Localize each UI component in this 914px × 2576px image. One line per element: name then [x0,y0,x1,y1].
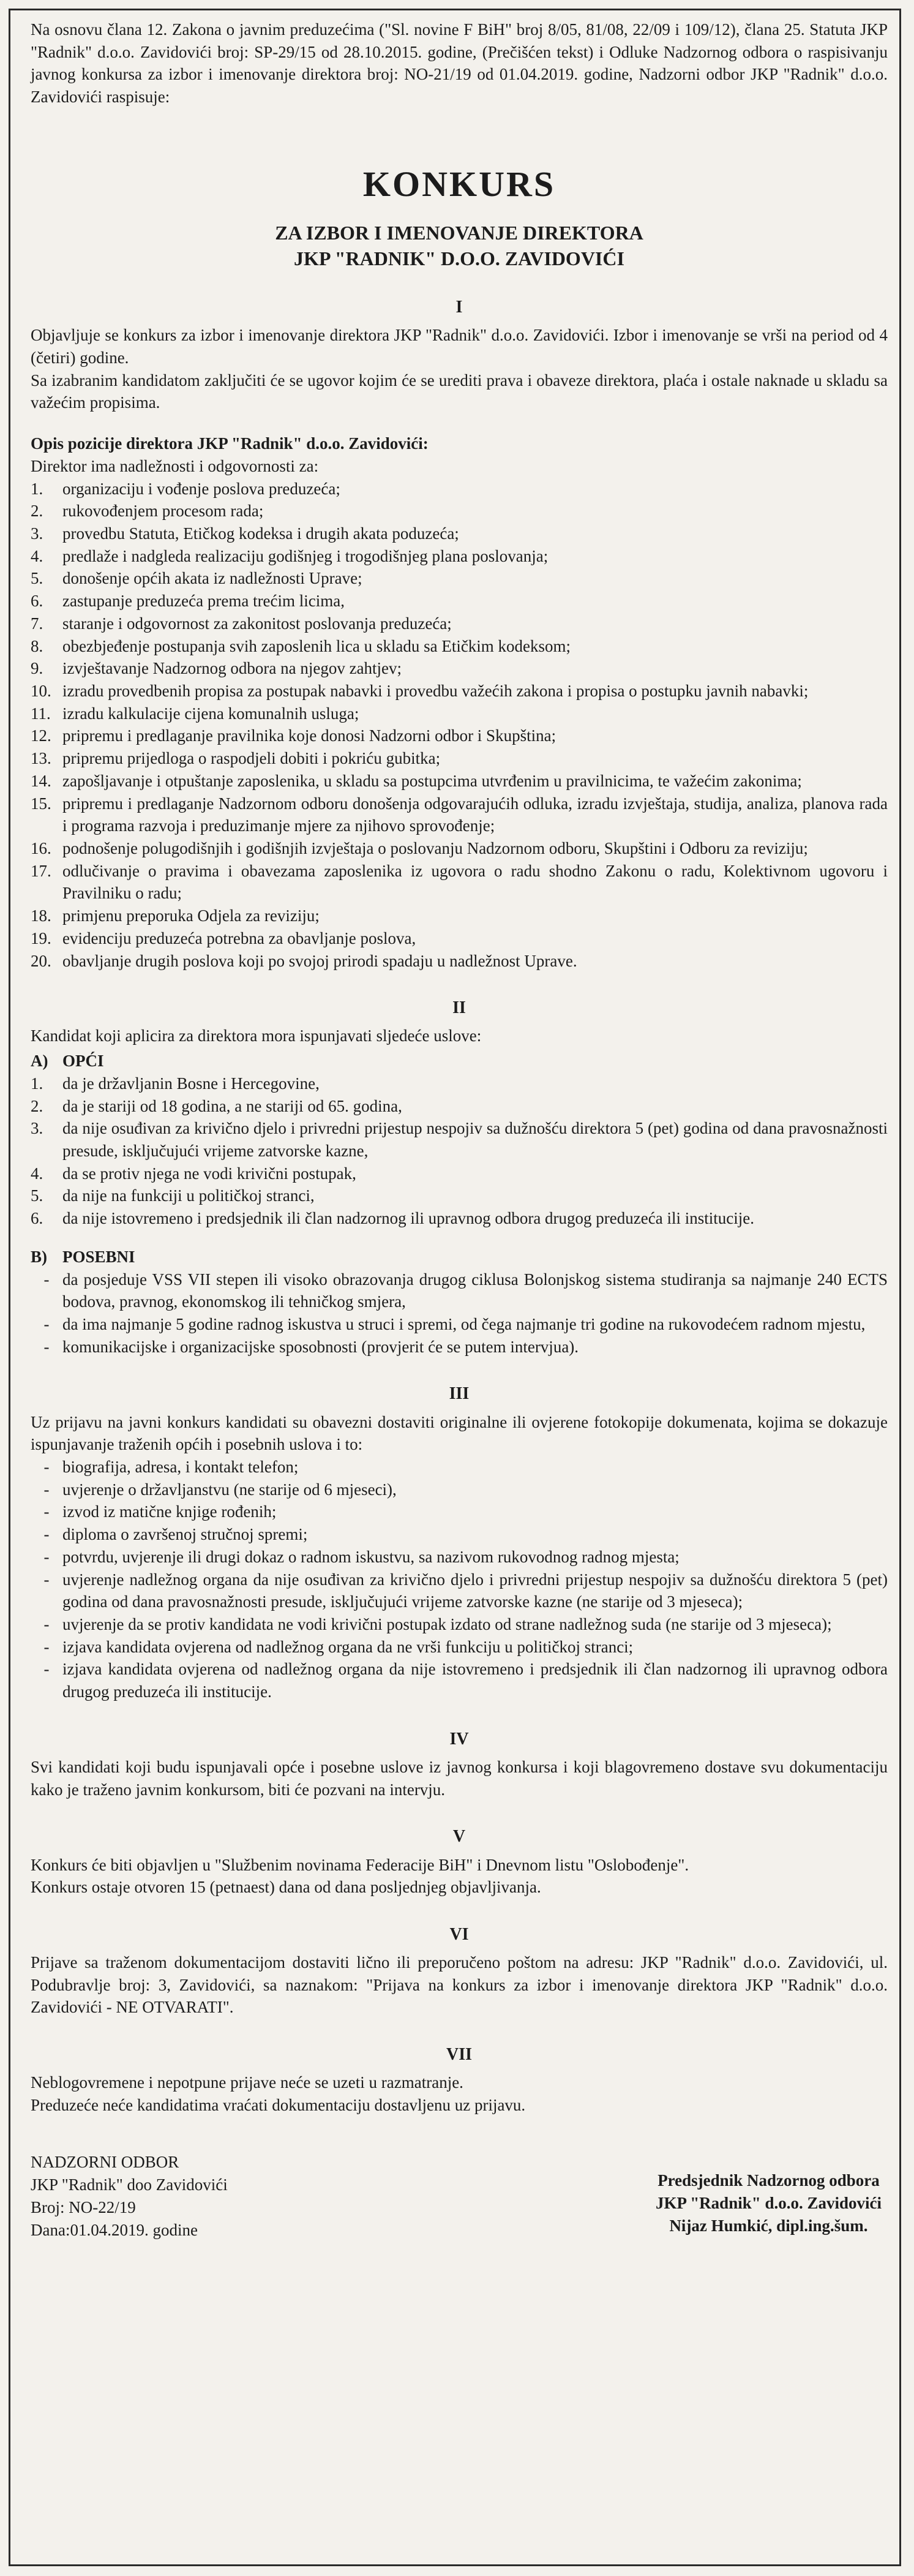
list-item: 12. pripremu i predlaganje pravilnika koje donosi Nadzorni odbor i Skupština; [31,726,556,745]
list-item: 5. da nije na funkciji u političkoj stranci, [31,1186,315,1205]
signatory-role: Predsjednik Nadzornog odbora [657,2171,880,2190]
list-item: - izjava kandidata ovjerena od nadležnog organa da ne vrši funkciju u političkoj stranci; [43,1637,634,1656]
list-item: - uvjerenje o državljanstvu (ne starije od 6 mjeseci), [43,1480,397,1499]
list-item: 1. da je državljanin Bosne i Hercegovine, [31,1074,320,1093]
list-item: - potvrdu, uvjerenje ili drugi dokaz o radnom iskustvu, sa nazivom rukovodnog radnog mjesta; [43,1547,680,1566]
list-item: - biografija, adresa, i kontakt telefon; [43,1458,299,1476]
list-item: - izvod iz matične knjige rođenih; [43,1502,277,1521]
list-item: 18. primjenu preporuka Odjela za reviziju; [31,906,320,925]
general-conditions-list [31,1072,888,1230]
list-item: 6. zastupanje preduzeća prema trećim licima, [31,592,345,611]
section-4-heading: IV [449,1729,469,1749]
list-item: 13. pripremu prijedloga o raspodjeli dobiti i pokriću gubitka; [31,749,441,768]
signatory-details [656,2151,888,2238]
list-item: 7. staranje i odgovornost za zakonitost poslovanja preduzeća; [31,614,452,633]
list-item: - da ima najmanje 5 godine radnog iskustva u struci i spremi, od čega najmanje tri godine na rukovodećem radnom mjestu, [43,1315,866,1334]
section-3-heading: III [449,1384,470,1404]
list-item: 6. da nije istovremeno i predsjednik ili član nadzornog ili upravnog odbora drugog preduzeća ili institucije. [31,1209,754,1228]
list-item: 17. odlučivanje o pravima i obavezama zaposlenika iz ugovora o radu shodno Zakonu o radu, Kolektivnom ugovoru i Pravilniku o radu; [31,861,888,903]
list-item: 15. pripremu i predlaganje Nadzornom odboru donošenja odgovarajućih odluka, izradu izvještaja, studija, analiza, planova rada i programa razvoja i preduzimanje mjere za njihovo sprovođenje; [31,794,888,835]
announcement-content [31,18,888,2242]
list-item: 9. izvještavanje Nadzornog odbora na njegov zahtjev; [31,659,402,678]
section-3-intro: Uz prijavu na javni konkurs kandidati su obavezni dostaviti originalne ili ovjerene fotokopije dokumenata, kojima se dokazuje ispunjavanje traženih općih i posebnih uslova i to: [31,1412,888,1454]
issuer-details [31,2151,228,2242]
general-conditions-heading: A) OPĆI [31,1052,104,1071]
section-7-heading: VII [446,2045,472,2065]
intro-paragraph: Na osnovu člana 12. Zakona o javnim preduzećima ("Sl. novine F BiH" broj 8/05, 81/08, 22/09 i 109/12), člana 25. Statuta JKP "Radnik" d.o.o. Zavidovići broj: SP-29/15 od 28.10.2015. godine, (Prečišćen tekst) i Odluke Nadzornog odbora o raspisivanju javnog konkursa za izbor i imenovanje direktora broj: NO-21/19 od 01.04.2019. godine, Nadzorni odbor JKP "Radnik" d.o.o. Zavidovići raspisuje: [31,20,888,107]
issuer-date: Dana:01.04.2019. godine [31,2221,198,2240]
list-item: 14. zapošljavanje i otpuštanje zaposlenika, u skladu sa postupcima utvrđenim u pravilnicima, te važećim zakonima; [31,771,802,790]
list-item: 8. obezbjeđenje postupanja svih zaposlenih lica u skladu sa Etičkim kodeksom; [31,636,571,655]
list-item: 2. da je stariji od 18 godina, a ne stariji od 65. godina, [31,1096,402,1115]
special-conditions-list [31,1268,888,1358]
section-4-paragraph: Svi kandidati koji budu ispunjavali opće i posebne uslove iz javnog konkursa i koji blagovremeno dostave svu dokumentaciju kako je traženo javnim konkursom, biti će pozvani na intervju. [31,1757,888,1799]
section-2-intro: Kandidat koji aplicira za direktora mora ispunjavati sljedeće uslove: [31,1026,482,1045]
list-item: - komunikacijske i organizacijske sposobnosti (provjerit će se putem intervjua). [43,1337,579,1356]
subtitle-line-1: ZA IZBOR I IMENOVANJE DIREKTORA [275,221,643,244]
section-6-heading: VI [449,1924,469,1944]
list-item: 3. da nije osuđivan za krivično djelo i privredni prijestup nespojiv sa dužnošću direktora 5 (pet) godina od dana pravosnažnosti presude, isključujući vrijeme zatvorske kazne, [31,1119,888,1161]
section-1-heading: I [455,298,463,317]
section-2-heading: II [452,998,466,1018]
list-item: - izjava kandidata ovjerena od nadležnog organa da nije istovremeno i predsjednik ili član nadzornog ili upravnog odbora drugog preduzeća ili institucije. [43,1660,888,1701]
list-item: 1. organizaciju i vođenje poslova preduzeća; [31,479,340,498]
section-7-paragraph-2: Preduzeće neće kandidatima vraćati dokumentaciju dostavljenu uz prijavu. [31,2095,526,2114]
signatory-company: JKP "Radnik" d.o.o. Zavidovići [655,2193,882,2212]
position-description-intro: Direktor ima nadležnosti i odgovornosti za: [31,456,319,475]
list-item: 16. podnošenje polugodišnjih i godišnjih izvještaja o poslovanju Nadzornom odboru, Skupštini i Odboru za reviziju; [31,839,808,858]
issuer-company: JKP "Radnik" doo Zavidovići [31,2175,228,2194]
section-1-paragraph-2: Sa izabranim kandidatom zaključiti će se ugovor kojim će se urediti prava i obaveze direktora, plaća i ostale naknade u skladu sa važećim propisima. [31,371,888,412]
documents-list [31,1456,888,1703]
section-6-paragraph: Prijave sa traženom dokumentacijom dostaviti lično ili preporučeno poštom na adresu: JKP "Radnik" d.o.o. Zavidovići, ul. Podubravlje broj: 3, Zavidovići, sa naznakom: "Prijava na konkurs za izbor i imenovanje direktora JKP "Radnik" d.o.o. Zavidovići - NE OTVARATI". [31,1953,888,2017]
list-item: - uvjerenje da se protiv kandidata ne vodi krivični postupak izdato od strane nadležnog suda (ne starije od 3 mjeseca); [43,1615,832,1634]
list-item: 5. donošenje općih akata iz nadležnosti Uprave; [31,569,362,588]
issuer-number: Broj: NO-22/19 [31,2198,136,2217]
list-item: - uvjerenje nadležnog organa da nije osuđivan za krivično djelo i privredni prijestup nespojiv sa dužnošću direktora 5 (pet) godina od dana pravosnažnosti presude, isključujući vrijeme zatvorske kazne (ne starije od 3 mjeseca); [43,1570,888,1611]
section-5-paragraph-1: Konkurs će biti objavljen u "Službenim novinama Federacije BiH" i Dnevnom listu "Oslobođenje". [31,1855,689,1874]
list-item: - diploma o završenoj stručnoj spremi; [43,1525,308,1544]
announcement-title: KONKURS [362,164,556,204]
signatory-name: Nijaz Humkić, dipl.ing.šum. [669,2216,868,2235]
announcement-subtitle [31,220,888,271]
list-item: 19. evidenciju preduzeća potrebna za obavljanje poslova, [31,928,416,947]
list-item: 20. obavljanje drugih poslova koji po svojoj prirodi spadaju u nadležnost Uprave. [31,951,577,970]
list-item: 2. rukovođenjem procesom rada; [31,502,264,521]
position-description-heading: Opis pozicije direktora JKP "Radnik" d.o.o. Zavidovići: [31,434,429,453]
subtitle-line-2: JKP "RADNIK" D.O.O. ZAVIDOVIĆI [294,247,624,269]
list-item: 11. izradu kalkulacije cijena komunalnih usluga; [31,704,359,723]
signature-block [31,2151,888,2242]
section-7-paragraph-1: Neblogovremene i nepotpune prijave neće se uzeti u razmatranje. [31,2073,463,2092]
list-item: - da posjeduje VSS VII stepen ili visoko obrazovanja drugog ciklusa Bolonjskog sistema studiranja sa najmanje 240 ECTS bodova, pravnog, ekonomskog ili tehničkog smjera, [43,1270,888,1311]
list-item: 4. da se protiv njega ne vodi krivični postupak, [31,1164,356,1183]
section-5-heading: V [452,1827,466,1847]
section-1-paragraph-1: Objavljuje se konkurs za izbor i imenovanje direktora JKP "Radnik" d.o.o. Zavidovići. Izbor i imenovanje se vrši na period od 4 (četiri) godine. [31,326,888,367]
list-item: 4. predlaže i nadgleda realizaciju godišnjeg i trogodišnjeg plana poslovanja; [31,546,549,565]
issuer-board: NADZORNI ODBOR [31,2152,179,2171]
responsibilities-list [31,478,888,973]
special-conditions-heading: B) POSEBNI [31,1247,135,1266]
section-5-paragraph-2: Konkurs ostaje otvoren 15 (petnaest) dana od dana posljednjeg objavljivanja. [31,1878,541,1897]
list-item: 10. izradu provedbenih propisa za postupak nabavki i provedbu važećih zakona i propisa o postupku javnih nabavki; [31,682,809,700]
list-item: 3. provedbu Statuta, Etičkog kodeksa i drugih akata poduzeća; [31,524,459,543]
